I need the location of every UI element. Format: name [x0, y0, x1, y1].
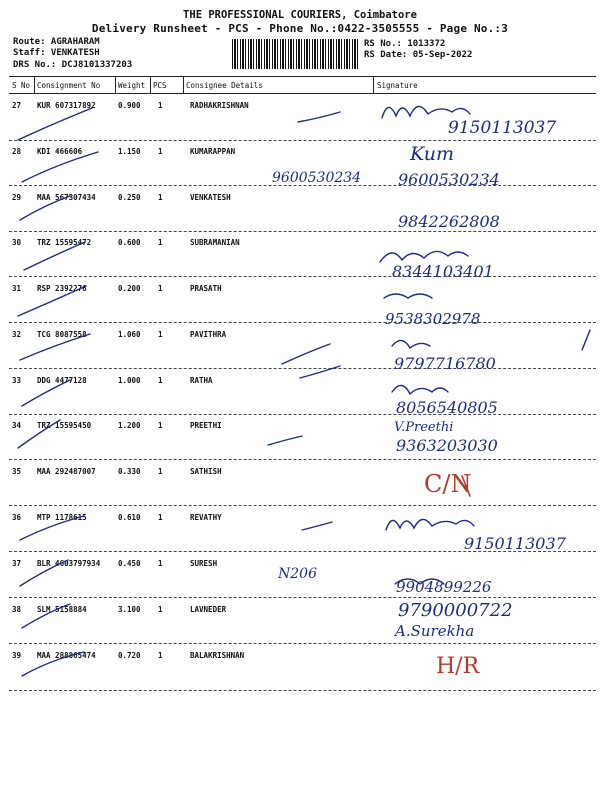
row-sno: 38: [12, 605, 22, 614]
row-weight: 0.450: [118, 559, 141, 568]
row-pcs: 1: [158, 651, 163, 660]
row-consignee: LAVNEDER: [190, 605, 227, 614]
handwritten-phone: 9600530234: [398, 170, 500, 189]
row-pcs: 1: [158, 330, 163, 339]
row-weight: 1.150: [118, 147, 141, 156]
row-consignment: RSP 2392276: [37, 284, 87, 293]
handwritten-phone: 8056540805: [396, 398, 498, 417]
row-sno: 36: [12, 513, 22, 522]
row-sno: 30: [12, 238, 22, 247]
row-weight: 0.720: [118, 651, 141, 660]
row-consignee: SURESH: [190, 559, 218, 568]
row-pcs: 1: [158, 513, 163, 522]
row-weight: 0.610: [118, 513, 141, 522]
row-sno: 35: [12, 467, 22, 476]
row-consignee: PREETHI: [190, 421, 222, 430]
row-weight: 0.330: [118, 467, 141, 476]
row-consignee: PRASATH: [190, 284, 222, 293]
row-consignee: REVATHY: [190, 513, 222, 522]
handwritten-name: A.Surekha: [395, 622, 475, 640]
col-header-pcs: PCS: [153, 81, 167, 90]
handwritten-phone: 9150113037: [464, 534, 566, 553]
row-consignee: BALAKRISHNAN: [190, 651, 245, 660]
handwritten-phone: 9790000722: [398, 600, 513, 621]
row-sno: 34: [12, 421, 22, 430]
row-consignee: RATHA: [190, 376, 213, 385]
row-pcs: 1: [158, 605, 163, 614]
row-sno: 39: [12, 651, 22, 660]
handwritten-name: Kum: [410, 143, 455, 165]
row-pcs: 1: [158, 101, 163, 110]
col-header-weight: Weight: [118, 81, 146, 90]
handwritten-name: V.Preethi: [394, 420, 454, 435]
handwritten-phone: 9842262808: [398, 212, 500, 231]
runsheet-subtitle: Delivery Runsheet - PCS - Phone No.:0422-3505555 - Page No.:3: [91, 22, 509, 35]
handwritten-phone: 8344103401: [392, 262, 494, 281]
handwritten-note: N206: [278, 566, 317, 582]
row-consignment: MAA 292487007: [37, 467, 96, 476]
handwritten-phone: 9600530234: [272, 170, 362, 186]
row-sno: 37: [12, 559, 22, 568]
row-sno: 28: [12, 147, 22, 156]
handwritten-mark: C/N: [424, 470, 472, 498]
row-sno: 31: [12, 284, 22, 293]
row-consignee: RADHAKRISHNAN: [190, 101, 249, 110]
row-weight: 0.600: [118, 238, 141, 247]
drs-number: DRS No.: DCJ8101337203: [13, 60, 133, 70]
row-consignment: DDG 4477128: [37, 376, 87, 385]
row-weight: 3.100: [118, 605, 141, 614]
row-pcs: 1: [158, 147, 163, 156]
route-label: Route: AGRAHARAM: [13, 37, 100, 47]
row-weight: 0.250: [118, 193, 141, 202]
row-weight: 1.060: [118, 330, 141, 339]
handwritten-phone: 9538302978: [385, 310, 481, 328]
row-weight: 0.200: [118, 284, 141, 293]
row-sno: 33: [12, 376, 22, 385]
handwritten-phone: 9904899226: [396, 578, 492, 596]
row-pcs: 1: [158, 376, 163, 385]
row-weight: 1.000: [118, 376, 141, 385]
col-header-sno: S No: [12, 81, 31, 90]
row-pcs: 1: [158, 559, 163, 568]
row-pcs: 1: [158, 193, 163, 202]
row-consignment: KDI 466606: [37, 147, 83, 156]
col-header-consignment: Consignment No: [37, 81, 101, 90]
row-sno: 32: [12, 330, 22, 339]
row-pcs: 1: [158, 284, 163, 293]
staff-label: Staff: VENKATESH: [13, 48, 100, 58]
row-consignee: SATHISH: [190, 467, 222, 476]
handwritten-phone: 9797716780: [394, 354, 496, 373]
row-consignee: PAVITHRA: [190, 330, 227, 339]
row-consignee: SUBRAMANIAN: [190, 238, 240, 247]
row-consignment: TRZ 15595450: [37, 421, 92, 430]
col-header-consignee: Consignee Details: [186, 81, 263, 90]
rs-number: RS No.: 1013372: [364, 39, 446, 49]
row-sno: 29: [12, 193, 22, 202]
rs-date: RS Date: 05-Sep-2022: [364, 50, 473, 60]
row-consignment: TRZ 15595472: [37, 238, 92, 247]
row-pcs: 1: [158, 467, 163, 476]
row-pcs: 1: [158, 238, 163, 247]
row-consignment: MAA 288865474: [37, 651, 96, 660]
row-consignment: SLM 5158884: [37, 605, 87, 614]
handwritten-mark: H/R: [436, 654, 480, 679]
handwritten-phone: 9150113037: [448, 118, 557, 138]
row-consignment: BLR 4603797934: [37, 559, 101, 568]
row-consignee: KUMARAPPAN: [190, 147, 236, 156]
row-sno: 27: [12, 101, 22, 110]
row-weight: 0.900: [118, 101, 141, 110]
col-header-signature: Signature: [377, 81, 418, 90]
company-title: THE PROFESSIONAL COURIERS, Coimbatore: [183, 9, 417, 21]
handwritten-phone: 9363203030: [396, 436, 498, 455]
row-consignment: MAA 567307434: [37, 193, 96, 202]
row-consignment: TCG 8087558: [37, 330, 87, 339]
row-consignment: KUR 607317892: [37, 101, 96, 110]
row-weight: 1.200: [118, 421, 141, 430]
row-consignment: MTP 1178615: [37, 513, 87, 522]
row-pcs: 1: [158, 421, 163, 430]
row-consignee: VENKATESH: [190, 193, 231, 202]
